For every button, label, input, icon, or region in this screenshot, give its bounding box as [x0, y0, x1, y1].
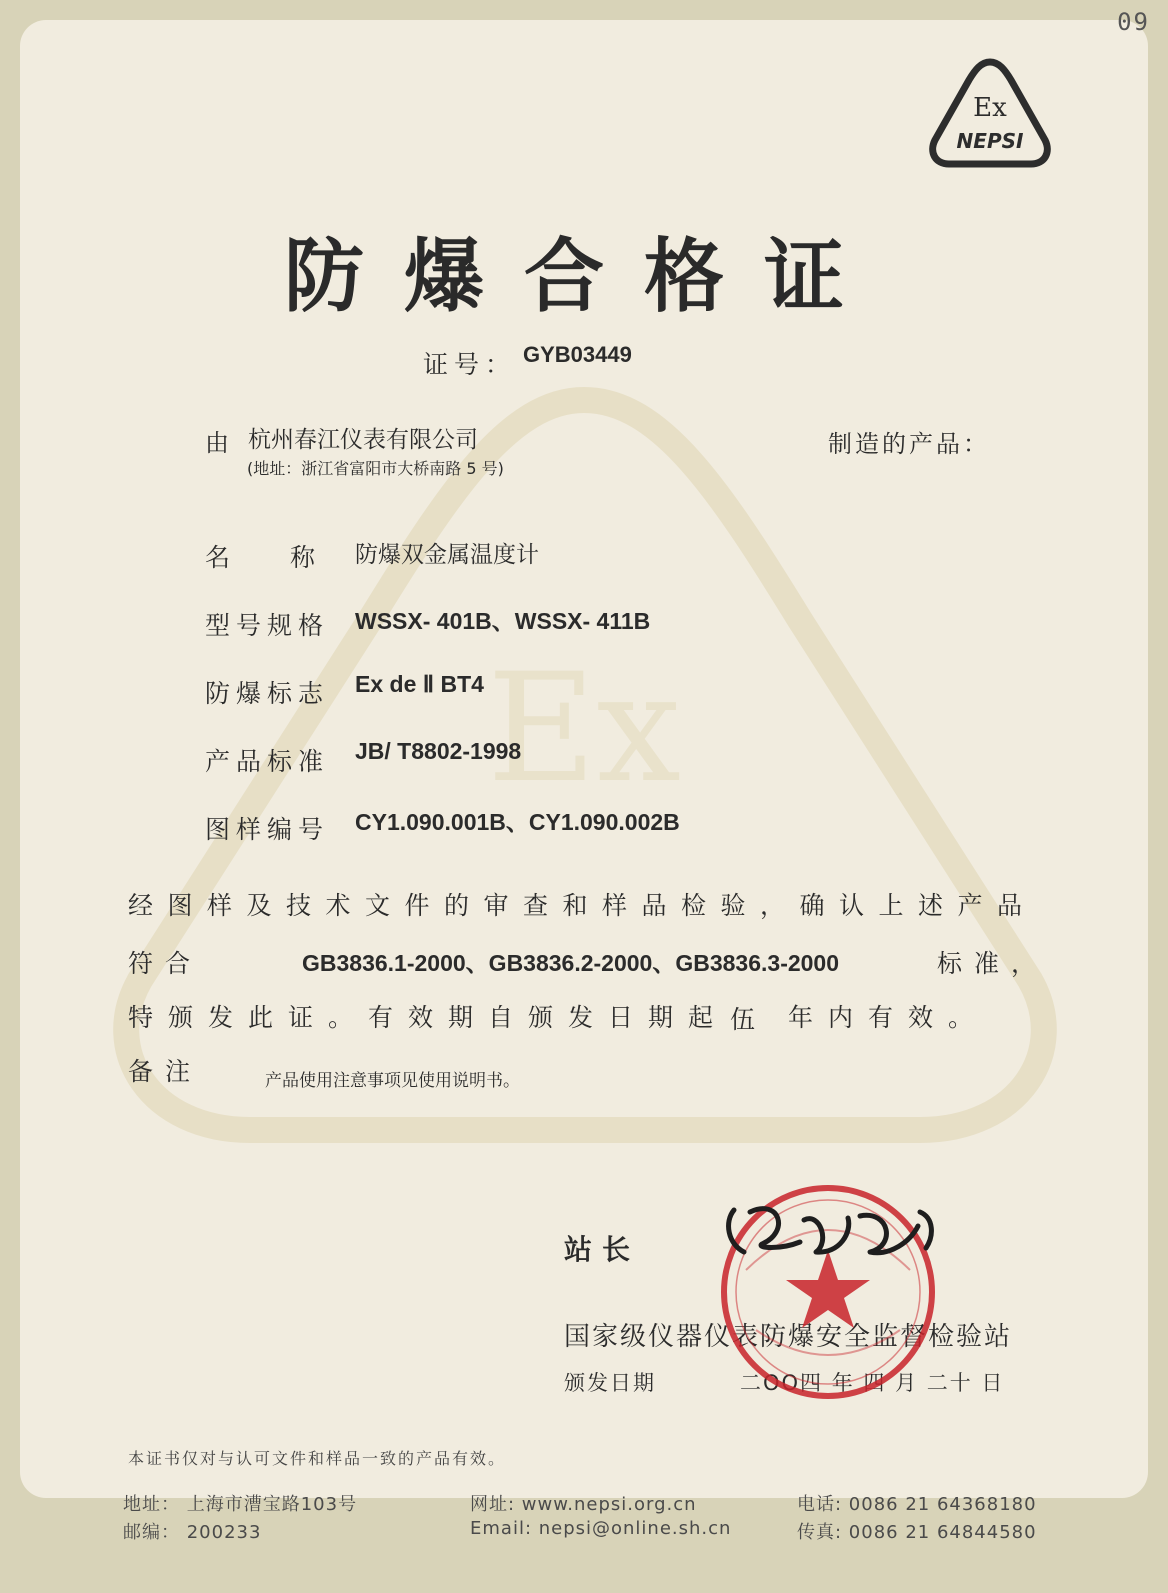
nepsi-logo [925, 56, 1055, 171]
field-value-name: 防爆双金属温度计 [355, 542, 539, 568]
footer-address: 地址： 上海市漕宝路103号 [123, 1494, 358, 1515]
statement-line-1: 经图样及技术文件的审查和样品检验，确认上述产品 [128, 891, 1037, 920]
remark-label: 备注 [128, 1057, 203, 1086]
field-value-standard: JB/ T8802-1998 [355, 738, 522, 764]
handwritten-signature [720, 1192, 950, 1282]
issue-date-value: 二OO四 年 四 月 二十 日 [740, 1371, 1005, 1395]
manufacturer-prefix: 由 [205, 429, 229, 457]
statement-standards: GB3836.1-2000、GB3836.2-2000、GB3836.3-2000 [302, 950, 840, 976]
footer-website[interactable]: 网址: www.nepsi.org.cn [470, 1494, 697, 1515]
certificate-title: 防爆合格证 [284, 230, 884, 323]
issuing-station: 国家级仪器仪表防爆安全监督检验站 [564, 1322, 1013, 1352]
remark-text: 产品使用注意事项见使用说明书。 [265, 1071, 520, 1091]
field-label-name: 名称 [205, 543, 376, 572]
field-label-standard: 产品标准 [205, 747, 330, 776]
field-value-ex-marking: Ex de Ⅱ BT4 [355, 671, 484, 697]
validity-note: 本证书仅对与认可文件和样品一致的产品有效。 [128, 1449, 507, 1468]
statement-line-3b: 年内有效。 [788, 1003, 989, 1032]
certificate-number-value: GYB03449 [523, 342, 632, 367]
footer-email[interactable]: Email: nepsi@online.sh.cn [470, 1518, 732, 1539]
page-number: 09 [1117, 8, 1150, 36]
issue-date-label: 颁发日期 [564, 1371, 656, 1395]
certificate-number-label: 证号： [423, 350, 517, 379]
manufacturer-address: (地址：浙江省富阳市大桥南路 5 号) [247, 459, 504, 478]
field-value-drawing-no: CY1.090.001B、CY1.090.002B [355, 809, 680, 835]
footer-phone: 电话: 0086 21 64368180 [797, 1494, 1037, 1515]
logo-ex-text: Ex [973, 93, 1007, 123]
statement-line-2-prefix: 符合 [128, 949, 203, 978]
footer-fax: 传真: 0086 21 64844580 [797, 1522, 1037, 1543]
field-label-model: 型号规格 [205, 611, 330, 640]
field-label-ex-marking: 防爆标志 [205, 679, 330, 708]
manufacturer-name: 杭州春江仪表有限公司 [248, 427, 478, 453]
validity-years: 伍 [730, 1005, 768, 1034]
footer-postcode: 邮编： 200233 [123, 1522, 262, 1543]
field-label-drawing-no: 图样编号 [205, 815, 330, 844]
statement-line-2-suffix: 标准， [937, 949, 1049, 978]
svg-text:Ex: Ex [486, 642, 682, 816]
manufactured-product-label: 制造的产品： [828, 430, 990, 458]
statement-line-3a: 特颁发此证。有效期自颁发日期起 [128, 1003, 729, 1032]
director-label: 站长 [564, 1233, 641, 1266]
logo-nepsi-text: NEPSI [956, 129, 1024, 153]
field-value-model: WSSX- 401B、WSSX- 411B [355, 608, 651, 634]
